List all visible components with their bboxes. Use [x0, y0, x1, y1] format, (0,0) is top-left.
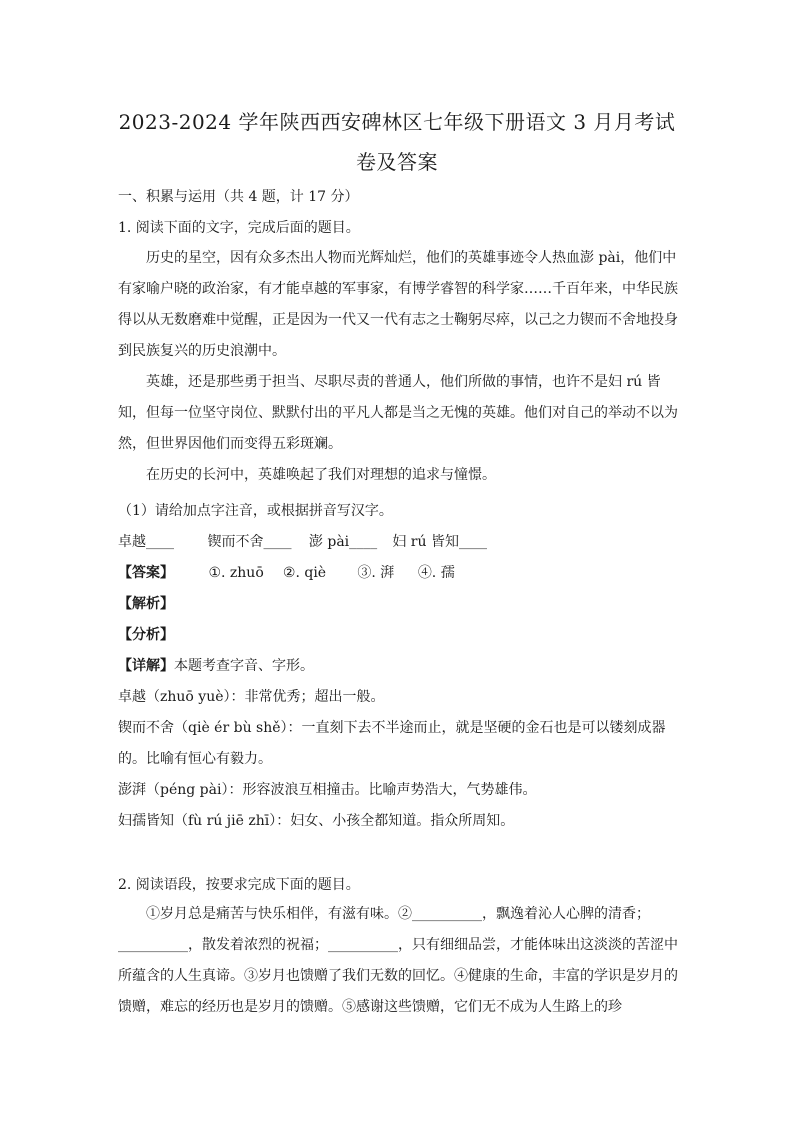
- answer-item: ④. 孺: [417, 565, 455, 581]
- q1-blank-row: [118, 531, 487, 551]
- question-2-stem: 2. 阅读语段，按要求完成下面的题目。: [118, 877, 360, 893]
- blank-item: 澎 pài____: [308, 534, 378, 550]
- explanation-line: 的。比喻有恒心有毅力。: [118, 751, 272, 767]
- blank-item: 卓越____: [118, 534, 174, 550]
- explanation-line: 妇孺皆知（fù rú jiē zhī）：妇女、小孩全都知道。指众所周知。: [118, 813, 515, 829]
- q1-paragraph-1: [118, 243, 678, 367]
- q1-paragraph-3: [118, 460, 678, 491]
- q1-paragraph-1-text: 历史的星空，因有众多杰出人物而光辉灿烂，他们的英雄事迹令人热血澎 pài，他们中有家喻户晓的政治家，有才能卓越的军事家，有博学睿智的科学家……千百年来，中华民族得以从无数磨难中觉醒，正是因为一代又一代有志之士鞠躬尽瘁，以己之力锲而不舍地投身到民族复兴的历史浪潮中。: [118, 250, 678, 359]
- blank-item: 锲而不舍____: [207, 534, 292, 550]
- explanation-line: 锲而不舍（qiè ér bù shě）：一直刻下去不半途而止，就是坚硬的金石也是可以镂刻成器: [118, 720, 666, 736]
- q1-sub-question-1: （1）请给加点字注音，或根据拼音写汉字。: [118, 503, 393, 519]
- explanation-line: 卓越（zhuō yuè）：非常优秀；超出一般。: [118, 689, 385, 705]
- detail-label: 【详解】: [118, 658, 174, 674]
- document-title-line1: 2023-2024 学年陕西西安碑林区七年级下册语文 3 月月考试: [118, 110, 676, 134]
- answer-label: 【答案】: [118, 565, 174, 581]
- fenxi-label: 【分析】: [118, 627, 174, 643]
- q1-paragraph-2-text: 英雄，还是那些勇于担当、尽职尽责的普通人，他们所做的事情，也许不是妇 rú 皆知，但每一位坚守岗位、默默付出的平凡人都是当之无愧的英雄。他们对自己的举动不以为然，但世界因他们而变得五彩斑斓。: [118, 374, 678, 452]
- blank-item: 妇 rú 皆知____: [392, 534, 487, 550]
- detail-line: [118, 655, 314, 675]
- q2-paragraph-1-text: ①岁月总是痛苦与快乐相伴，有滋有味。②__________，飘逸着沁人心脾的清香；__________，散发着浓烈的祝福；__________，只有细细品尝，才能体味出这淡淡的苦涩中所蕴含的人生真谛。③岁月也馈赠了我们无数的回忆。④健康的生命，丰富的学识是岁月的馈赠，难忘的经历也是岁月的馈赠。⑤感谢这些馈赠，它们无不成为人生路上的珍: [118, 906, 678, 1015]
- answer-item: ③. 湃: [357, 565, 395, 581]
- q1-answer-row: [118, 562, 455, 582]
- q1-paragraph-3-text: 在历史的长河中，英雄唤起了我们对理想的追求与憧憬。: [146, 467, 496, 483]
- answer-item: ①. zhuō: [208, 565, 264, 581]
- document-title-line2: 卷及答案: [356, 150, 438, 174]
- answer-item: ②. qiè: [282, 565, 327, 581]
- analysis-label: 【解析】: [118, 596, 174, 612]
- q1-paragraph-2: [118, 367, 678, 460]
- detail-text: 本题考查字音、字形。: [174, 658, 314, 674]
- question-1-stem: 1. 阅读下面的文字，完成后面的题目。: [118, 220, 360, 236]
- explanation-line: 澎湃（péng pài）：形容波浪互相撞击。比喻声势浩大，气势雄伟。: [118, 782, 537, 798]
- q2-paragraph-1: [118, 899, 678, 1023]
- section-heading: 一、积累与运用（共 4 题，计 17 分）: [118, 189, 359, 205]
